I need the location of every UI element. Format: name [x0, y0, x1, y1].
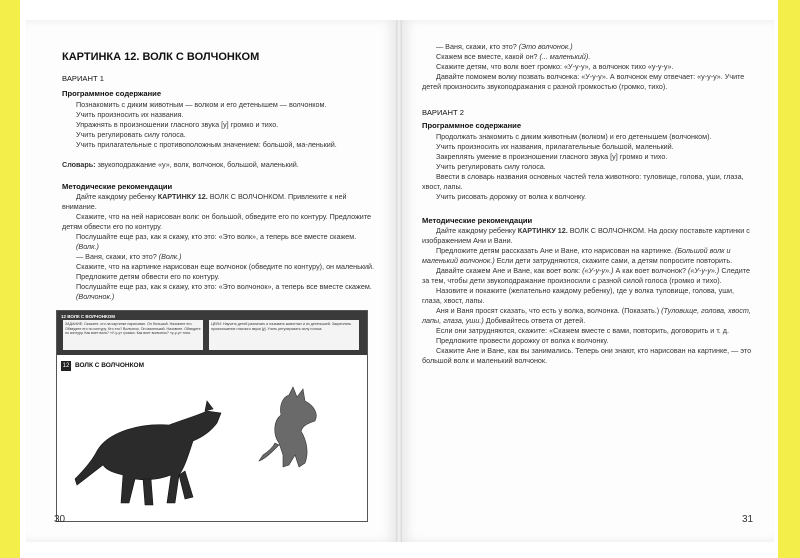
program-item: Учить рисовать дорожку от волка к волчонку.	[436, 192, 587, 201]
text-paragraph: Скажем все вместе, какой он? (... маленький).	[436, 52, 591, 61]
method-paragraph: Предложите детям рассказать Ане и Ване, кто нарисован на картинке. (Большой волк и маленький волчонок.) Если дети затрудняются, скажите сами, а детям попросите повторить.	[422, 246, 733, 265]
text-paragraph: Давайте поможем волку позвать волчонка: «У-у-у». А волчонок ему отвечает: «у-у-у». Учите детей произносить звукоподражания с разной громкостью (громко, тихо).	[422, 72, 745, 91]
wolf-icon	[75, 401, 221, 505]
program-item: Продолжать знакомить с диким животным (волком) и его детенышем (волчонком).	[436, 132, 712, 141]
wolf-illustration	[57, 371, 367, 519]
program-item: Закреплять умение в произношении гласного звука [у] громко и тихо.	[436, 152, 668, 161]
picture-card	[56, 310, 368, 522]
method-paragraph: Скажите, что на картинке нарисован еще волчонок (обведите по контуру), он маленький.	[76, 262, 375, 271]
method-text	[62, 192, 382, 302]
wolf-cub-icon	[259, 387, 316, 467]
variant-label: ВАРИАНТ 1	[62, 74, 104, 83]
picture-card-header-label: 12 ВОЛК С ВОЛЧОНКОМ	[61, 314, 116, 319]
vocabulary-line	[62, 160, 382, 170]
method-paragraph: Дайте каждому ребенку КАРТИНКУ 12. ВОЛК С ВОЛЧОНКОМ. Привлеките к ней внимание.	[62, 192, 347, 211]
text-paragraph: Скажите детям, что волк воет громко: «У-у-у», а волчонок тихо «у-у-у».	[436, 62, 674, 71]
text-paragraph: — Ваня, скажи, кто это? (Это волчонок.)	[436, 42, 573, 51]
program-item: Упражнять в произношении гласного звука [у] громко и тихо.	[76, 120, 279, 129]
right-page	[402, 20, 774, 542]
method-paragraph: — Ваня, скажи, кто это? (Волк.)	[76, 252, 182, 261]
method-paragraph: Дайте каждому ребенку КАРТИНКУ 12. ВОЛК С ВОЛЧОНКОМ. На доску поставьте картинки с изображением Ани и Вани.	[422, 226, 750, 245]
program-item: Учить прилагательные с противоположным значением: большой, ма-ленький.	[76, 140, 337, 149]
picture-number-badge: 12	[62, 363, 70, 369]
method-paragraph: (Волк.)	[76, 242, 99, 251]
picture-card-header	[57, 311, 367, 355]
method-paragraph: Давайте скажем Ане и Ване, как воет волк: («У-у-у».) А как воет волчонок? («У-у-у».) Следите за тем, чтобы дети звукоподражание произносили с разной силой голоса (громко и тихо).	[422, 266, 750, 285]
program-item: Познакомить с диким животным — волком и его детенышем — волчонком.	[76, 100, 327, 109]
vocabulary-label: Словарь:	[62, 160, 96, 169]
method-paragraph: Назовите и покажите (желательно каждому ребенку), где у волка туловище, голова, уши, глаза, хвост, лапы.	[422, 286, 735, 305]
program-heading: Программное содержание	[62, 89, 162, 98]
book-edge-right	[778, 0, 800, 558]
method-paragraph: Предложите детям обвести его по контуру.	[76, 272, 220, 281]
goals-box: ЦЕЛИ: Научить детей различать и называть животных и их детенышей. Закреплять произношение гласного звука [у]. Учить регулировать силу голоса.	[209, 320, 359, 350]
page-number: 31	[742, 514, 754, 525]
method-text	[422, 226, 752, 366]
program-list	[62, 100, 382, 150]
program-item: Учить регулировать силу голоса.	[436, 162, 546, 171]
program-item: Ввести в словарь названия основных частей тела животного: туловище, голова, уши, глаза, хвост, лапы.	[422, 172, 744, 191]
program-heading: Программное содержание	[422, 121, 522, 130]
method-paragraph: Скажите, что на ней нарисован волк: он большой, обведите его по контуру. Предложите детям обвести его по контуру.	[62, 212, 372, 231]
method-heading: Методические рекомендации	[62, 182, 173, 191]
method-paragraph: Аня и Ваня просят сказать, что есть у волка, волчонка. (Показать.) (Туловище, голова, хвост, лапы, глаза, уши.) Добивайтесь ответа от детей.	[422, 306, 751, 325]
task-box: ЗАДАНИЕ: Скажите, кто на картинке нарисован. Он большой. Назовите его. Обведите его по контуру. Кто это? Волчонок. Он маленький. Назовите. Обведите по контуру. Как воет волк? «У-у-у» громко. Как воет волчонок? «у-у-у» тихо.	[63, 320, 203, 350]
method-heading: Методические рекомендации	[422, 216, 533, 225]
program-list	[422, 132, 752, 202]
program-item: Учить произносить их названия.	[76, 110, 184, 119]
page-title: КАРТИНКА 12. ВОЛК С ВОЛЧОНКОМ	[62, 51, 260, 63]
book-edge-left	[0, 0, 20, 558]
program-item: Учить регулировать силу голоса.	[76, 130, 186, 139]
variant-label: ВАРИАНТ 2	[422, 108, 464, 117]
method-paragraph: (Волчонок.)	[76, 292, 115, 301]
method-paragraph: Послушайте еще раз, как я скажу, кто это: «Это волчонок», а теперь все вместе скажем.	[76, 282, 372, 291]
method-paragraph: Предложите провести дорожку от волка к волчонку.	[436, 336, 609, 345]
continued-text	[422, 42, 752, 92]
program-item: Учить произносить их названия, прилагательные большой, маленький.	[436, 142, 674, 151]
picture-caption: ВОЛК С ВОЛЧОНКОМ	[75, 362, 145, 369]
method-paragraph: Послушайте еще раз, как я скажу, кто это: «Это волк», а теперь все вместе скажем.	[76, 232, 357, 241]
method-paragraph: Если они затрудняются, скажите: «Скажем вместе с вами, повторить, договорить и т. д.	[436, 326, 729, 335]
method-paragraph: Скажите Ане и Ване, как вы занимались. Теперь они знают, кто нарисован на картинке, — это большой волк и маленький волчонок.	[422, 346, 752, 365]
vocabulary-text: звукоподражание «у», волк, волчонок, большой, маленький.	[97, 160, 299, 169]
page-number: 30	[54, 514, 66, 525]
left-page	[26, 20, 396, 542]
